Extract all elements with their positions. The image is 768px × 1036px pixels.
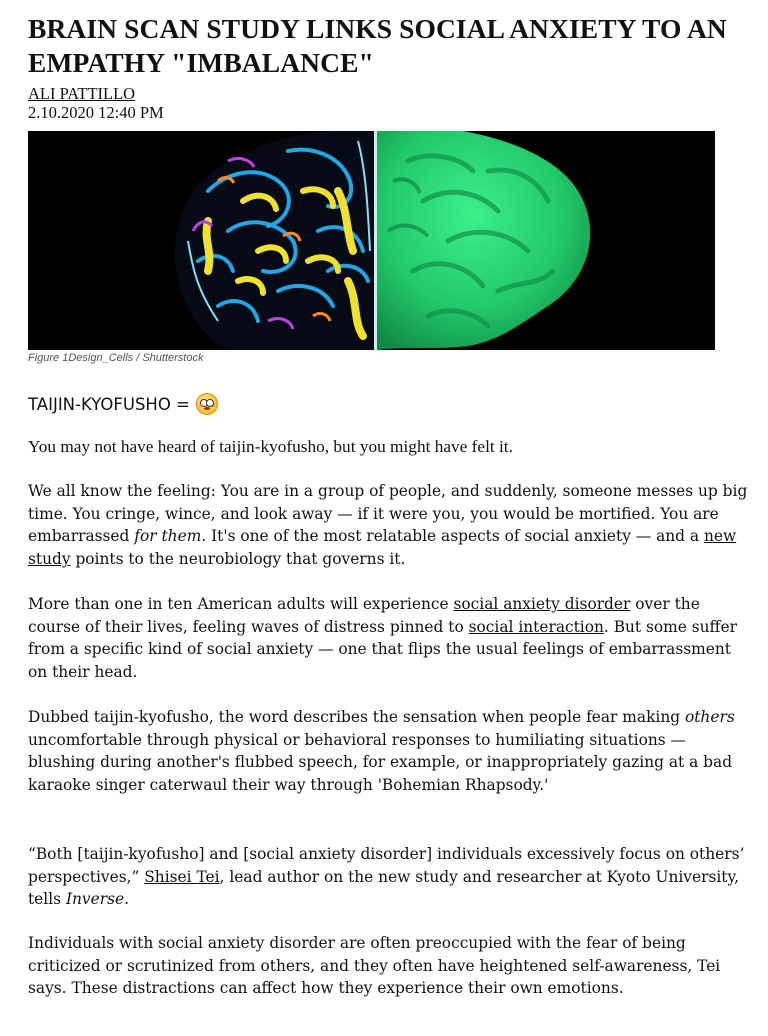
paragraph-text: , lead author on the new study and researcher at Kyoto University, tells bbox=[28, 867, 740, 909]
author-link[interactable]: ALI PATTILLO bbox=[28, 84, 136, 103]
paragraph-text: “Both [taijin-kyofusho] and [social anxiety disorder] individuals excessively focus on others’ perspectives,” bbox=[28, 845, 745, 886]
publish-date: 2.10.2020 12:40 PM bbox=[28, 103, 164, 122]
article-title: BRAIN SCAN STUDY LINKS SOCIAL ANXIETY TO AN EMPATHY "IMBALANCE" bbox=[28, 13, 727, 78]
emphasis-text: others bbox=[684, 708, 735, 726]
shisei-tei-link[interactable]: Shisei Tei bbox=[144, 867, 220, 886]
new-study-link[interactable]: new study bbox=[28, 527, 737, 568]
brain-illustration bbox=[28, 131, 715, 350]
publication-name: Inverse bbox=[65, 890, 125, 909]
social-anxiety-disorder-link[interactable]: social anxiety disorder bbox=[453, 595, 631, 613]
paragraph-text: More than one in ten American adults will experience bbox=[28, 595, 454, 613]
paragraph-feeling bbox=[28, 480, 748, 570]
paragraph-text: points to the neurobiology that governs it. bbox=[70, 549, 406, 568]
paragraph-text: Individuals with social anxiety disorder are often preoccupied with the fear of being criticized or scrutinized from others, and they often have heightened self-awareness, Tei says. These distractions can affect how they experience their own emotions. bbox=[28, 934, 721, 998]
emphasis-text: for them bbox=[134, 527, 202, 546]
paragraph-text: over the course of their lives, feeling waves of distress pinned to bbox=[28, 595, 700, 636]
paragraph-text: . But some suffer from a specific kind of social anxiety — one that flips the usual feelings of embarrassment on their head. bbox=[28, 617, 737, 681]
figure-caption: Figure 1Design_Cells / Shutterstock bbox=[28, 352, 204, 364]
paragraph-text: . bbox=[124, 890, 130, 909]
paragraph-emotions bbox=[28, 932, 748, 1000]
paragraph-statistics bbox=[28, 593, 748, 683]
paragraph-text: . It's one of the most relatable aspects of social anxiety — and a bbox=[201, 527, 704, 546]
social-interaction-link[interactable]: social interaction bbox=[468, 617, 604, 636]
flushed-face-icon bbox=[196, 393, 218, 415]
paragraph-intro bbox=[28, 435, 748, 458]
section-heading-text: TAIJIN-KYOFUSHO = bbox=[28, 394, 190, 414]
paragraph-intro-text: You may not have heard of taijin-kyofusho, but you might have felt it. bbox=[28, 437, 513, 456]
paragraph-quote bbox=[28, 843, 748, 911]
paragraph-text: We all know the feeling: You are in a group of people, and suddenly, someone messes up big time. You cringe, wince, and look away — if it were you, you would be mortified. You are embarrassed bbox=[28, 482, 748, 546]
paragraph-text: Dubbed taijin-kyofusho, the word describes the sensation when people fear making bbox=[28, 708, 685, 726]
section-heading bbox=[28, 393, 218, 415]
paragraph-definition bbox=[28, 706, 748, 796]
brain-scan-image bbox=[28, 131, 715, 350]
byline bbox=[28, 84, 164, 122]
paragraph-text: uncomfortable through physical or behavioral responses to humiliating situations — blushing during another's flubbed speech, for example, or inappropriately gazing at a bad karaoke singer caterwaul their way through 'Bohemian Rhapsody.' bbox=[28, 730, 733, 794]
